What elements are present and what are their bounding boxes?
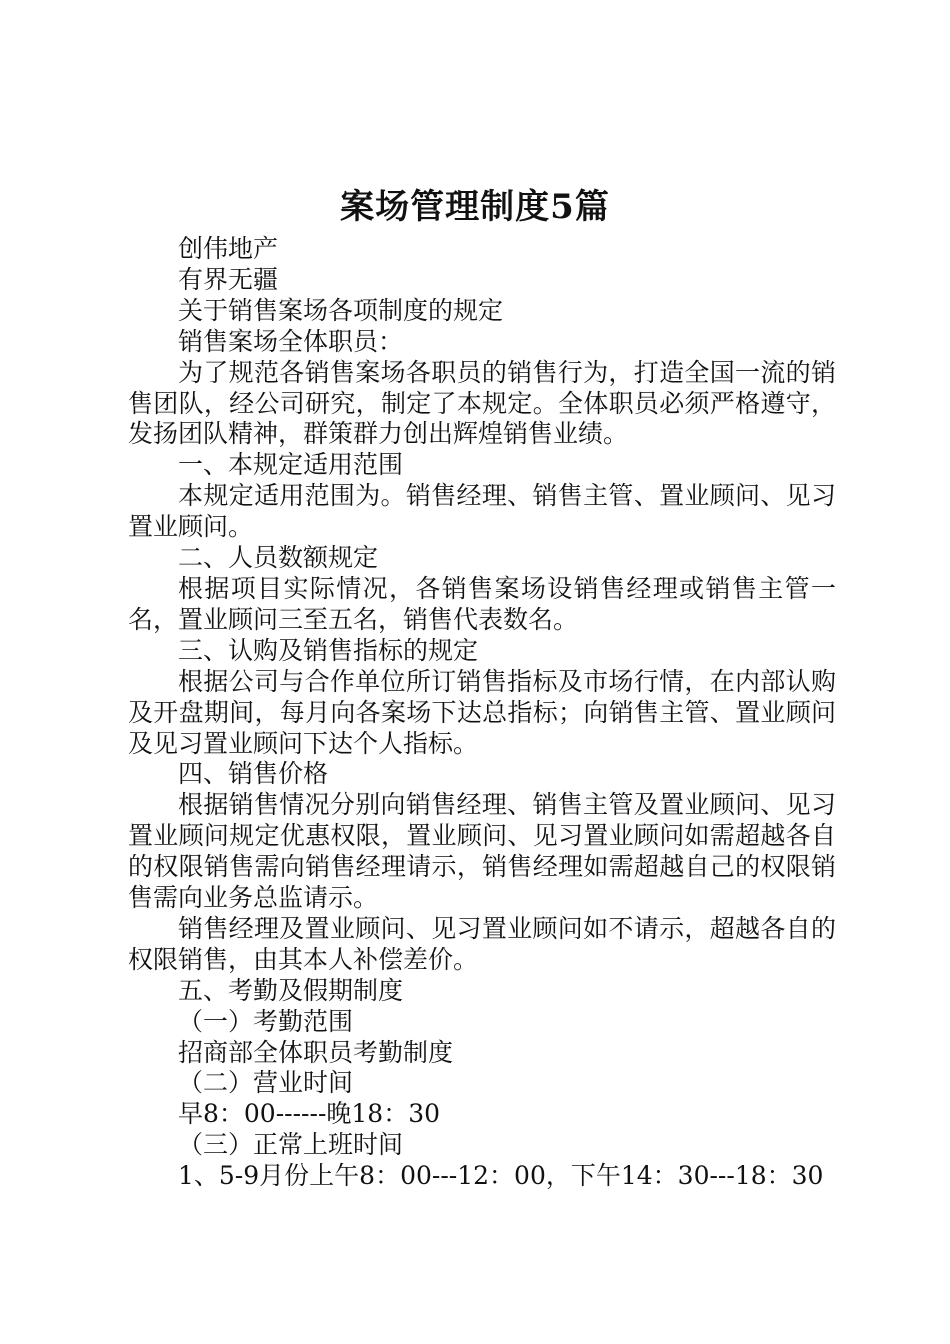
subsection-heading-3: （三）正常上班时间 (178, 1130, 404, 1160)
paragraph-targets: 根据公司与合作单位所订销售指标及市场行情，在内部认购及开盘期间，每月向各案场下达总指标；向销售主管、置业顾问及见习置业顾问下达个人指标。 (128, 666, 836, 758)
document-title: 案场管理制度5篇 (340, 187, 610, 227)
paragraph-intro: 为了规范各销售案场各职员的销售行为，打造全国一流的销售团队，经公司研究，制定了本规定。全体职员必须严格遵守，发扬团队精神，群策群力创出辉煌销售业绩。 (128, 357, 836, 449)
subsection-heading-2: （二）营业时间 (178, 1068, 354, 1098)
paragraph-scope: 本规定适用范围为。销售经理、销售主管、置业顾问、见习置业顾问。 (128, 481, 836, 542)
paragraph-slogan: 有界无疆 (178, 264, 279, 294)
paragraph-pricing: 根据销售情况分别向销售经理、销售主管及置业顾问、见习置业顾问规定优惠权限，置业顾问、见习置业顾问如需超越各自的权限销售需向销售经理请示，销售经理如需超越自己的权限销售需向业务总监请示。 (128, 790, 836, 913)
paragraph-work-hours: 1、5-9月份上午8：00---12：00，下午14：30---18：30 (178, 1161, 824, 1191)
paragraph-salutation: 销售案场全体职员： (178, 326, 404, 356)
section-heading-1: 一、本规定适用范围 (178, 450, 404, 480)
paragraph-pricing-penalty: 销售经理及置业顾问、见习置业顾问如不请示，超越各自的权限销售，由其本人补偿差价。 (128, 913, 836, 974)
paragraph-company: 创伟地产 (178, 234, 279, 263)
paragraph-subject: 关于销售案场各项制度的规定 (178, 295, 504, 325)
subsection-heading-1: （一）考勤范围 (178, 1006, 354, 1036)
paragraph-attendance-scope: 招商部全体职员考勤制度 (178, 1037, 454, 1067)
document-body (128, 234, 836, 1192)
paragraph-business-hours: 早8：00------晚18：30 (178, 1099, 441, 1129)
section-heading-3: 三、认购及销售指标的规定 (178, 635, 479, 665)
paragraph-staffing: 根据项目实际情况，各销售案场设销售经理或销售主管一名，置业顾问三至五名，销售代表数名。 (128, 573, 836, 634)
section-heading-4: 四、销售价格 (178, 759, 329, 789)
section-heading-2: 二、人员数额规定 (178, 543, 379, 573)
section-heading-5: 五、考勤及假期制度 (178, 975, 404, 1005)
